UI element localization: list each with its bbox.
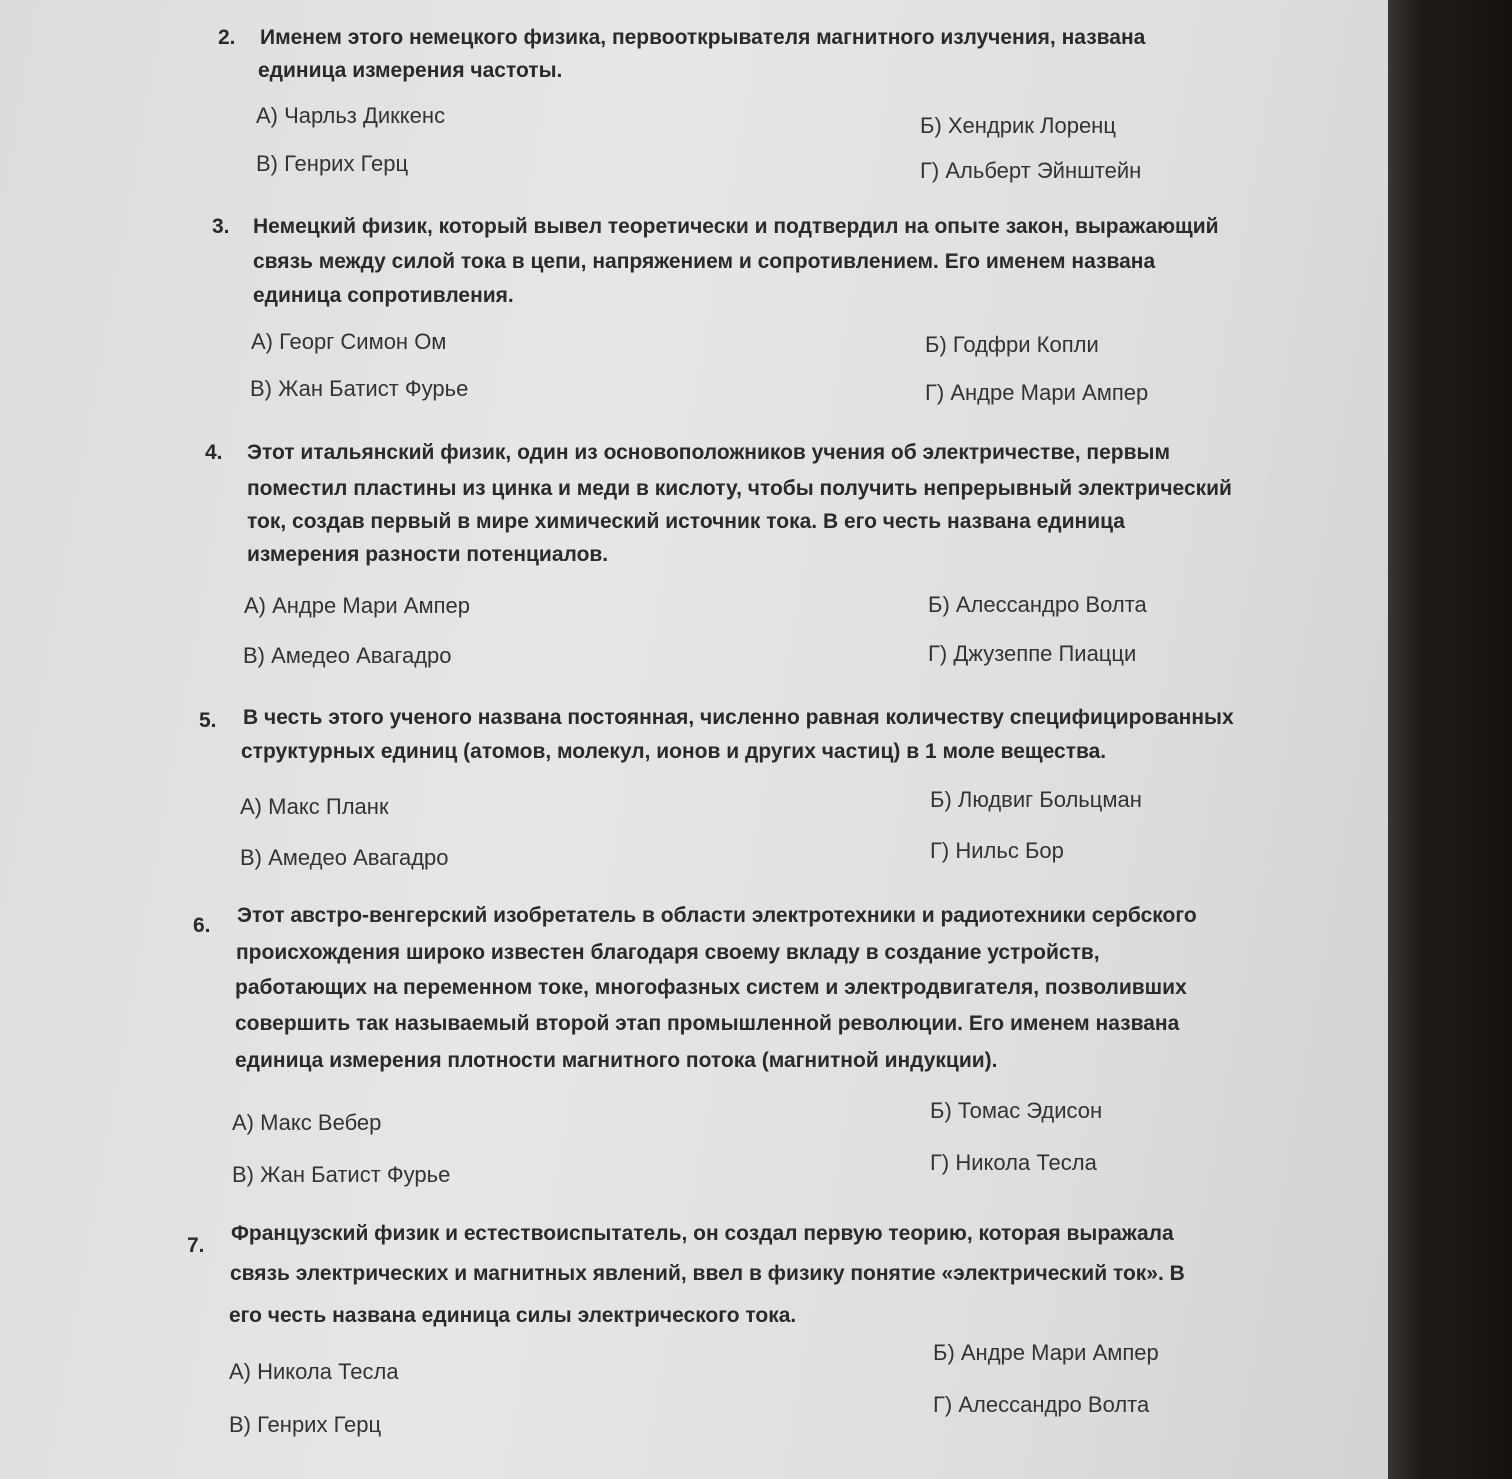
answer-option-b[interactable]: Б) Андре Мари Ампер	[933, 1340, 1159, 1365]
question-text-line: измерения разности потенциалов.	[247, 543, 609, 566]
answer-option-v[interactable]: В) Генрих Герц	[229, 1412, 382, 1437]
question-number: 2.	[218, 26, 236, 49]
question-text-line: структурных единиц (атомов, молекул, ионов и других частиц) в 1 моле вещества.	[241, 740, 1107, 763]
question-text-line: его честь названа единица силы электрического тока.	[229, 1304, 797, 1327]
question-text-line: единица измерения плотности магнитного потока (магнитной индукции).	[235, 1049, 998, 1072]
answer-option-a[interactable]: А) Чарльз Диккенс	[256, 103, 446, 128]
question-text-line: ток, создав первый в мире химический источник тока. В его честь названа единица	[247, 510, 1125, 533]
answer-option-a[interactable]: А) Георг Симон Ом	[251, 329, 447, 354]
question-text-line: Этот итальянский физик, один из основоположников учения об электричестве, первым	[247, 441, 1170, 464]
question-number: 4.	[205, 441, 223, 464]
answer-option-b[interactable]: Б) Хендрик Лоренц	[920, 113, 1116, 138]
answer-option-a[interactable]: А) Макс Вебер	[232, 1110, 382, 1135]
question-text-line: совершить так называемый второй этап промышленной революции. Его именем названа	[235, 1012, 1180, 1035]
question-text-line: связь электрических и магнитных явлений, ввел в физику понятие «электрический ток». В	[230, 1262, 1185, 1285]
answer-option-a[interactable]: А) Андре Мари Ампер	[244, 593, 470, 618]
question-text-line: поместил пластины из цинка и меди в кислоту, чтобы получить непрерывный электрический	[247, 477, 1232, 500]
question-number: 3.	[212, 215, 230, 238]
question-text-line: единица сопротивления.	[253, 284, 514, 307]
answer-option-g[interactable]: Г) Джузеппе Пиацци	[928, 641, 1137, 666]
answer-option-g[interactable]: Г) Никола Тесла	[930, 1150, 1097, 1175]
dark-background-edge	[1388, 0, 1512, 1479]
answer-option-v[interactable]: В) Амедео Авагадро	[243, 643, 452, 668]
answer-option-a[interactable]: А) Никола Тесла	[229, 1359, 399, 1384]
answer-option-b[interactable]: Б) Алессандро Волта	[928, 592, 1147, 617]
answer-option-b[interactable]: Б) Людвиг Больцман	[930, 787, 1142, 812]
answer-option-g[interactable]: Г) Нильс Бор	[930, 838, 1064, 863]
question-text-line: единица измерения частоты.	[258, 59, 563, 82]
question-text-line: работающих на переменном токе, многофазных систем и электродвигателя, позволивших	[235, 976, 1187, 999]
question-text-line: Немецкий физик, который вывел теоретически и подтвердил на опыте закон, выражающий	[253, 215, 1219, 238]
question-number: 7.	[187, 1234, 205, 1257]
question-text-line: происхождения широко известен благодаря своему вкладу в создание устройств,	[236, 941, 1100, 964]
question-text-line: Французский физик и естествоиспытатель, он создал первую теорию, которая выражала	[231, 1222, 1174, 1245]
answer-option-g[interactable]: Г) Алессандро Волта	[933, 1392, 1150, 1417]
question-number: 5.	[199, 709, 217, 732]
answer-option-b[interactable]: Б) Томас Эдисон	[930, 1098, 1103, 1123]
answer-option-g[interactable]: Г) Андре Мари Ампер	[925, 380, 1149, 405]
question-number: 6.	[193, 914, 211, 937]
answer-option-v[interactable]: В) Жан Батист Фурье	[232, 1162, 451, 1187]
answer-option-a[interactable]: А) Макс Планк	[240, 794, 389, 819]
question-text-line: Именем этого немецкого физика, первооткрывателя магнитного излучения, названа	[260, 26, 1146, 49]
answer-option-b[interactable]: Б) Годфри Копли	[925, 332, 1099, 357]
answer-option-g[interactable]: Г) Альберт Эйнштейн	[920, 158, 1142, 183]
question-text-line: связь между силой тока в цепи, напряжением и сопротивлением. Его именем названа	[253, 250, 1156, 273]
answer-option-v[interactable]: В) Генрих Герц	[256, 151, 409, 176]
question-text-line: Этот австро-венгерский изобретатель в области электротехники и радиотехники сербского	[237, 904, 1197, 927]
answer-option-v[interactable]: В) Жан Батист Фурье	[250, 376, 469, 401]
question-text-line: В честь этого ученого названа постоянная, численно равная количеству специфицированных	[243, 706, 1234, 729]
answer-option-v[interactable]: В) Амедео Авагадро	[240, 845, 449, 870]
